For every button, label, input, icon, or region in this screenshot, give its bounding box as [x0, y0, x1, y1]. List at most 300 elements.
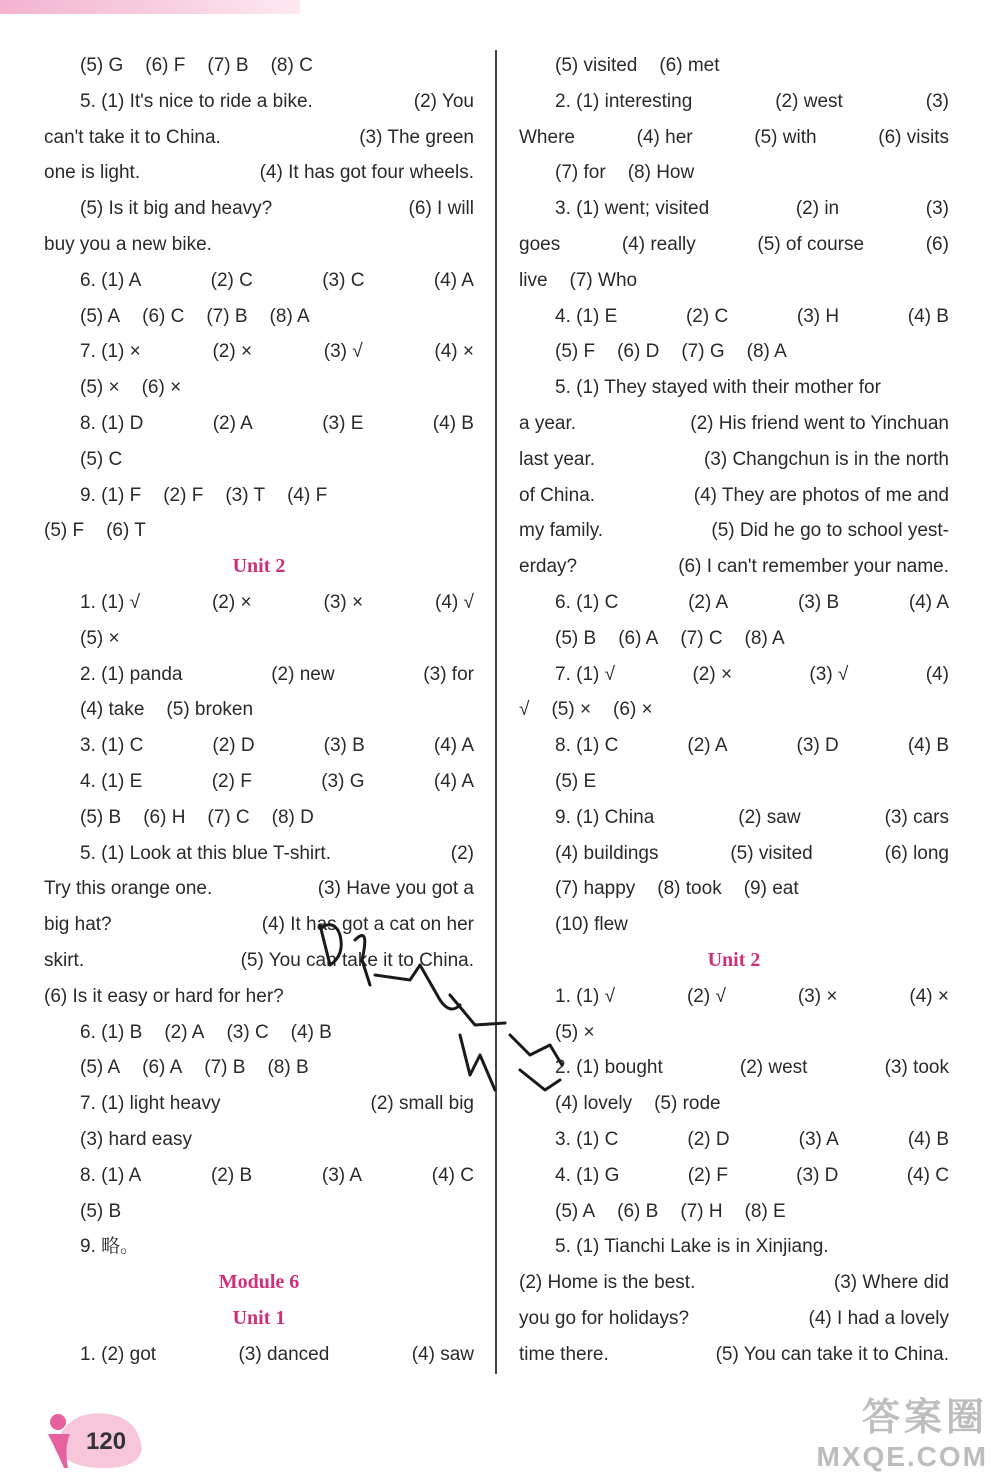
token-gap — [250, 800, 272, 836]
answer-token: Unit 2 — [232, 555, 286, 578]
answer-token: (5) broken — [166, 699, 254, 721]
answer-token: (2) F — [163, 484, 204, 506]
answer-line — [44, 1158, 474, 1194]
answer-token: 6. (1) B — [80, 1021, 143, 1043]
token-gap — [144, 692, 166, 728]
watermark-main: 答案圈 — [861, 1397, 988, 1439]
answer-token: (4) × — [434, 341, 474, 363]
answer-line — [519, 191, 949, 227]
answer-token: 2. (1) panda — [80, 663, 183, 685]
answer-line — [519, 1301, 949, 1337]
answer-line — [44, 1194, 474, 1230]
token-gap — [591, 692, 613, 728]
token-gap — [725, 334, 747, 370]
answer-token: (3) √ — [809, 663, 849, 685]
answer-line — [519, 84, 949, 120]
token-gap — [204, 1015, 226, 1051]
answer-token: (4) buildings — [555, 842, 659, 864]
answer-token: (2) √ — [686, 985, 726, 1007]
answer-token: 5. (1) Look at this blue T-shirt. — [80, 842, 331, 864]
section-heading — [44, 549, 474, 585]
answer-token: (4) B — [432, 412, 474, 434]
answer-token: 5. (1) They stayed with their mother for — [555, 377, 881, 399]
answer-token: (2) You — [413, 90, 474, 112]
section-heading — [44, 1301, 474, 1337]
answer-token: (4) really — [621, 233, 696, 255]
answer-token: last year. — [519, 448, 596, 470]
answer-token: (5) × — [551, 699, 592, 721]
answer-token: (3) × — [323, 591, 364, 613]
watermark — [816, 1386, 988, 1473]
answer-token: 3. (1) C — [555, 1128, 619, 1150]
answer-line — [519, 1158, 949, 1194]
answer-line — [519, 585, 949, 621]
answer-token: (8) How — [627, 162, 695, 184]
token-gap — [723, 621, 745, 657]
answer-token: (3) Changchun is in the north — [703, 448, 949, 470]
answer-line — [519, 836, 949, 872]
answer-token: big hat? — [44, 914, 112, 936]
answer-token: (3) √ — [323, 341, 363, 363]
answer-line — [44, 227, 474, 263]
answer-token: (5) × — [555, 1021, 595, 1043]
answer-line — [44, 513, 474, 549]
answer-token: (6) long — [884, 842, 949, 864]
answer-token: √ — [519, 699, 530, 721]
answer-line — [44, 800, 474, 836]
answer-token: (4) B — [907, 1128, 949, 1150]
answer-token: (6) C — [142, 305, 185, 327]
answer-token: 1. (1) √ — [555, 985, 616, 1007]
answer-token: 7. (1) light heavy — [80, 1093, 221, 1115]
answer-token: (3) took — [884, 1057, 949, 1079]
answer-line — [519, 263, 949, 299]
answer-line — [44, 263, 474, 299]
answer-token: (5) B — [555, 627, 597, 649]
answer-token: (8) A — [744, 627, 785, 649]
answer-token: (4) C — [431, 1164, 474, 1186]
answer-token: 7. (1) √ — [555, 663, 616, 685]
answer-line — [519, 1229, 949, 1265]
answer-token: (7) G — [681, 341, 725, 363]
watermark-site: MXQE.COM — [816, 1441, 988, 1472]
token-gap — [265, 478, 287, 514]
answer-token: (5) You can take it to China. — [715, 1343, 949, 1365]
answer-token: (8) took — [657, 878, 722, 900]
answer-token: goes — [519, 233, 561, 255]
answer-token: (5) B — [80, 806, 122, 828]
answer-token: (3) B — [797, 591, 840, 613]
token-gap — [722, 871, 744, 907]
token-gap — [248, 299, 270, 335]
token-gap — [185, 48, 207, 84]
token-gap — [606, 155, 628, 191]
answer-token: (5) F — [44, 520, 85, 542]
answer-token: (10) flew — [555, 914, 628, 936]
answer-token: (8) C — [270, 55, 313, 76]
answer-line — [519, 227, 949, 263]
token-gap — [548, 263, 570, 299]
token-gap — [595, 1194, 617, 1230]
answer-token: 6. (1) A — [80, 269, 142, 291]
answer-token: (6) B — [617, 1200, 659, 1222]
answer-token: buy you a new bike. — [44, 233, 212, 255]
token-gap — [185, 800, 207, 836]
answer-token: (2) A — [688, 591, 729, 613]
token-gap — [658, 1194, 680, 1230]
answer-token: 4. (1) E — [555, 305, 618, 327]
answer-line — [44, 120, 474, 156]
answer-token: of China. — [519, 484, 596, 506]
answer-token: (9) eat — [743, 878, 799, 900]
token-gap — [121, 800, 143, 836]
answer-token: (2) saw — [738, 806, 801, 828]
answer-token: (7) C — [207, 806, 250, 828]
answer-token: (5) E — [555, 770, 597, 792]
answer-line — [44, 334, 474, 370]
token-gap — [203, 478, 225, 514]
answer-token: (4) They are photos of me and — [693, 484, 949, 506]
answer-line — [44, 692, 474, 728]
answer-line — [519, 442, 949, 478]
answer-token: (3) T — [225, 484, 266, 506]
answer-token: (5) A — [80, 305, 121, 327]
answer-token: (6) A — [142, 1057, 183, 1079]
answer-token: (8) A — [746, 341, 787, 363]
answer-token: (6) I will — [408, 198, 474, 220]
answer-token: (4) B — [907, 735, 949, 757]
answer-token: (8) E — [744, 1200, 786, 1222]
answer-line — [519, 1337, 949, 1373]
answer-token: (4) It has got four wheels. — [259, 162, 474, 184]
answer-token: (6) I can't remember your name. — [678, 556, 949, 578]
token-gap — [637, 48, 659, 84]
answer-line — [519, 871, 949, 907]
answer-token: (7) C — [680, 627, 723, 649]
answer-token: (3) D — [796, 1164, 839, 1186]
answer-line — [519, 48, 949, 84]
answer-token: (4) C — [906, 1164, 949, 1186]
answer-token: 4. (1) E — [80, 770, 143, 792]
answer-token: (4) A — [433, 770, 474, 792]
answer-token: (4) × — [909, 985, 949, 1007]
answer-token: (3) H — [796, 305, 840, 327]
answer-token: (6) × — [141, 377, 182, 399]
answer-token: (3) D — [796, 735, 839, 757]
answer-token: (2) west — [775, 90, 843, 112]
page-number: 120 — [86, 1428, 127, 1455]
token-gap — [632, 1086, 654, 1122]
answer-token: (5) of course — [757, 233, 865, 255]
token-gap — [184, 299, 206, 335]
answer-token: (2) B — [210, 1164, 253, 1186]
answer-token: (5) A — [555, 1200, 596, 1222]
token-gap — [658, 621, 680, 657]
answer-token: (5) Is it big and heavy? — [80, 198, 273, 220]
answer-token: (5) A — [80, 1057, 121, 1079]
answer-token: (4) I had a lovely — [808, 1307, 949, 1329]
answer-token: Module 6 — [218, 1271, 300, 1294]
handwritten-scribble — [300, 905, 600, 1120]
answer-token: one is light. — [44, 162, 141, 184]
answer-token: (5) visited — [555, 55, 638, 76]
answer-line — [519, 155, 949, 191]
answer-line — [519, 692, 949, 728]
answer-token: (8) B — [267, 1057, 309, 1079]
answer-token: (2) × — [212, 341, 253, 363]
answer-token: (2) small big — [370, 1093, 474, 1115]
answer-token: (2) A — [164, 1021, 205, 1043]
answer-line — [44, 657, 474, 693]
answer-token: (3) C — [226, 1021, 269, 1043]
answer-token: (4) her — [636, 126, 693, 148]
answer-token: (5) visited — [730, 842, 813, 864]
answer-token: Try this orange one. — [44, 878, 213, 900]
answer-token: (3) C — [322, 269, 365, 291]
answer-token: 3. (1) C — [80, 735, 144, 757]
answer-token: (8) D — [271, 806, 314, 828]
answer-token: (7) for — [555, 162, 606, 184]
answer-token: Where — [519, 126, 575, 148]
answer-token: time there. — [519, 1343, 609, 1365]
answer-token: (2) in — [795, 198, 840, 220]
answer-token: live — [519, 269, 548, 291]
answer-line — [44, 370, 474, 406]
answer-token: (4) F — [287, 484, 328, 506]
answer-token: 2. (1) bought — [555, 1057, 663, 1079]
answer-line — [44, 871, 474, 907]
answer-token: (2) C — [685, 305, 729, 327]
header-decoration-bar — [0, 0, 300, 14]
answer-token: 5. (1) Tianchi Lake is in Xinjiang. — [555, 1236, 829, 1258]
answer-token: you go for holidays? — [519, 1307, 690, 1329]
answer-token: (2) D — [212, 735, 255, 757]
token-gap — [123, 48, 145, 84]
answer-token: (7) happy — [555, 878, 636, 900]
answer-token: erday? — [519, 556, 578, 578]
answer-line — [519, 406, 949, 442]
answer-token: (2) F — [687, 1164, 728, 1186]
answer-token: (2) — [450, 842, 474, 864]
answer-token: (6) A — [618, 627, 659, 649]
token-gap — [529, 692, 551, 728]
answer-line — [519, 728, 949, 764]
answer-token: 8. (1) D — [80, 412, 144, 434]
answer-token: (3) for — [423, 663, 474, 685]
answer-token: (7) Who — [569, 269, 638, 291]
answer-line — [44, 1122, 474, 1158]
answer-line — [44, 728, 474, 764]
answer-line — [519, 621, 949, 657]
answer-token: 2. (1) interesting — [555, 90, 693, 112]
answer-token: (3) The green — [359, 126, 474, 148]
token-gap — [120, 299, 142, 335]
answer-token: (3) Where did — [833, 1272, 949, 1294]
answer-token: 8. (1) A — [80, 1164, 142, 1186]
answer-line — [44, 836, 474, 872]
answer-token: (2) × — [692, 663, 733, 685]
answer-token: (5) G — [80, 55, 124, 76]
token-gap — [269, 1015, 291, 1051]
answer-line — [519, 764, 949, 800]
answer-token: (2) D — [687, 1128, 730, 1150]
token-gap — [120, 1050, 142, 1086]
token-gap — [659, 334, 681, 370]
answer-token: (5) F — [555, 341, 596, 363]
answer-token: skirt. — [44, 949, 85, 971]
answer-token: (4) — [925, 663, 949, 685]
answer-line — [519, 513, 949, 549]
answer-token: (4) √ — [435, 591, 474, 613]
token-gap — [245, 1050, 267, 1086]
answer-token: (3) Have you got a — [317, 878, 474, 900]
answer-token: (4) It has got a cat on her — [261, 914, 474, 936]
answer-token: (5) with — [754, 126, 817, 148]
token-gap — [182, 1050, 204, 1086]
answer-token: 9. (1) F — [80, 484, 142, 506]
answer-token: (4) lovely — [555, 1093, 633, 1115]
answer-token: (2) His friend went to Yinchuan — [690, 412, 949, 434]
answer-token: (5) You can take it to China. — [240, 949, 474, 971]
answer-token: (2) Home is the best. — [519, 1272, 696, 1294]
answer-line — [44, 406, 474, 442]
token-gap — [596, 621, 618, 657]
answer-token: (5) × — [80, 377, 120, 399]
answer-token: (6) × — [613, 699, 653, 721]
answer-token: (4) A — [433, 269, 474, 291]
answer-column-left — [44, 48, 474, 1372]
answer-token: (4) take — [80, 699, 145, 721]
token-gap — [142, 1015, 164, 1051]
answer-token: 1. (2) got — [80, 1343, 157, 1365]
answer-token: (3) cars — [884, 806, 949, 828]
answer-token: (3) hard easy — [80, 1128, 192, 1150]
answer-line — [44, 585, 474, 621]
column-divider — [495, 50, 497, 1374]
answer-token: (3) × — [797, 985, 838, 1007]
answer-token: (7) B — [204, 1057, 246, 1079]
answer-token: (3) A — [321, 1164, 363, 1186]
answer-token: (7) B — [206, 305, 248, 327]
answer-line — [519, 370, 949, 406]
token-gap — [84, 513, 106, 549]
answer-token: (3) A — [798, 1128, 839, 1150]
answer-line — [519, 657, 949, 693]
answer-token: a year. — [519, 412, 577, 434]
answer-token: (6) H — [143, 806, 186, 828]
answer-token: (2) C — [210, 269, 253, 291]
answer-token: (6) Is it easy or hard for her? — [44, 985, 284, 1007]
answer-token: 9. 略。 — [80, 1236, 140, 1258]
answer-line — [44, 621, 474, 657]
answer-token: (2) A — [212, 412, 253, 434]
answer-line — [519, 1265, 949, 1301]
answer-token: 4. (1) G — [555, 1164, 620, 1186]
answer-token: (2) F — [211, 770, 252, 792]
answer-token: (5) B — [80, 1200, 122, 1222]
answer-line — [519, 334, 949, 370]
answer-token: (4) B — [290, 1021, 332, 1043]
answer-token: (4) B — [907, 305, 949, 327]
answer-token: (3) — [925, 90, 949, 112]
answer-token: Unit 2 — [707, 948, 761, 971]
section-heading — [44, 1265, 474, 1301]
answer-line — [44, 299, 474, 335]
answer-token: (5) × — [80, 627, 120, 649]
token-gap — [635, 871, 657, 907]
answer-token: (6) F — [145, 55, 186, 76]
answer-token: (3) — [925, 198, 949, 220]
token-gap — [723, 1194, 745, 1230]
answer-token: (7) B — [207, 55, 249, 76]
answer-token: can't take it to China. — [44, 126, 221, 148]
answer-token: (3) B — [323, 735, 365, 757]
answer-line — [519, 1122, 949, 1158]
answer-token: (6) — [925, 233, 949, 255]
answer-token: (6) D — [617, 341, 660, 363]
answer-token: (2) A — [687, 735, 728, 757]
answer-token: (5) C — [80, 448, 123, 470]
answer-token: 7. (1) × — [80, 341, 141, 363]
answer-line — [519, 549, 949, 585]
answer-token: (7) H — [680, 1200, 723, 1222]
answer-line — [44, 1337, 474, 1373]
answer-line — [44, 1229, 474, 1265]
answer-token: (3) E — [322, 412, 364, 434]
answer-token: (2) west — [739, 1057, 808, 1079]
answer-line — [519, 800, 949, 836]
answer-token: 1. (1) √ — [80, 591, 141, 613]
answer-token: (5) Did he go to school yest- — [711, 520, 949, 542]
answer-token: 9. (1) China — [555, 806, 655, 828]
answer-column-right — [519, 48, 949, 1372]
answer-line — [44, 191, 474, 227]
answer-token: my family. — [519, 520, 604, 542]
answer-line — [519, 299, 949, 335]
answer-line — [519, 478, 949, 514]
token-gap — [249, 48, 271, 84]
answer-token: (4) saw — [411, 1343, 474, 1365]
answer-token: (3) G — [321, 770, 365, 792]
answer-token: 5. (1) It's nice to ride a bike. — [80, 90, 313, 112]
answer-line — [44, 84, 474, 120]
answer-line — [44, 478, 474, 514]
answer-token: (6) met — [659, 55, 720, 76]
answer-line — [519, 120, 949, 156]
answer-token: 8. (1) C — [555, 735, 619, 757]
token-gap — [120, 370, 142, 406]
answer-token: 6. (1) C — [555, 591, 619, 613]
answer-token: (3) danced — [238, 1343, 330, 1365]
answer-token: (2) new — [271, 663, 335, 685]
answer-line — [519, 1194, 949, 1230]
answer-token: (4) A — [908, 591, 949, 613]
answer-token: (6) T — [106, 520, 146, 542]
answer-line — [44, 155, 474, 191]
answer-token: (5) rode — [654, 1093, 721, 1115]
answer-line — [44, 764, 474, 800]
answer-token: Unit 1 — [232, 1306, 286, 1329]
token-gap — [141, 478, 163, 514]
answer-token: 3. (1) went; visited — [555, 198, 710, 220]
answer-token: (2) × — [211, 591, 252, 613]
answer-token: (4) A — [433, 735, 474, 757]
answer-line — [44, 48, 474, 84]
answer-token: (8) A — [269, 305, 310, 327]
answer-line — [44, 442, 474, 478]
answer-token: (6) visits — [878, 126, 949, 148]
token-gap — [595, 334, 617, 370]
